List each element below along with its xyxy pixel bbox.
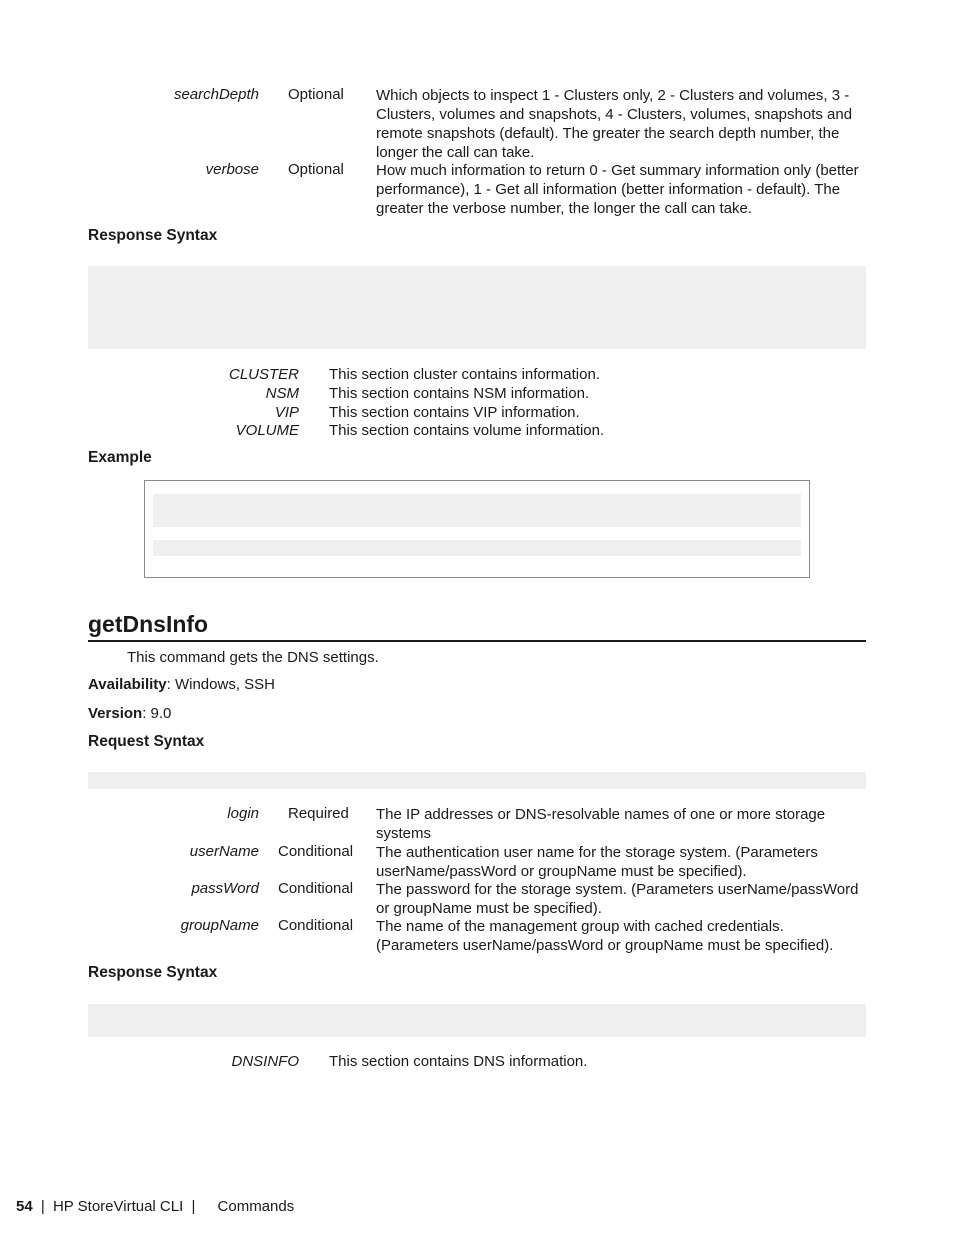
param-desc-login: The IP addresses or DNS-resolvable names of one or more storage systems — [376, 806, 826, 842]
param-name-searchdepth: searchDepth — [173, 86, 259, 103]
param-name-login: login — [227, 805, 259, 822]
param-req-verbose: Optional — [288, 161, 344, 178]
section-desc-dnsinfo: This section contains DNS information. — [329, 1053, 588, 1070]
response-syntax-heading: Response Syntax — [88, 227, 218, 244]
section-name-nsm: NSM — [265, 385, 299, 402]
param-name-groupname: groupName — [180, 917, 259, 934]
param-desc-password: The password for the storage system. (Parameters userName/passWord or groupName must be specified). — [376, 881, 859, 917]
page-number: 54 — [16, 1198, 33, 1215]
response-syntax-codebox-2 — [88, 1004, 866, 1037]
example-box — [144, 480, 810, 578]
section-name-cluster: CLUSTER — [228, 366, 299, 383]
param-name-password: passWord — [191, 880, 259, 897]
param-req-groupname: Conditional — [278, 917, 354, 934]
footer-separator: | — [191, 1198, 196, 1215]
section-desc-cluster: This section cluster contains information. — [329, 366, 600, 383]
footer-separator: | — [40, 1198, 45, 1215]
section-desc-nsm: This section contains NSM information. — [329, 385, 590, 402]
command-title-rule — [88, 640, 866, 642]
availability-label: Availability — [88, 676, 167, 693]
param-req-searchdepth: Optional — [288, 86, 344, 103]
request-syntax-heading: Request Syntax — [88, 733, 205, 750]
response-syntax-codebox — [88, 266, 866, 349]
param-req-username: Conditional — [278, 843, 354, 860]
param-req-login: Required — [288, 805, 349, 822]
section-name-dnsinfo: DNSINFO — [231, 1053, 299, 1070]
page-footer — [16, 1198, 294, 1215]
param-desc-groupname: The name of the management group with cached credentials. (Parameters userName/passWord or groupName must be specified). — [376, 918, 834, 954]
param-desc-searchdepth: Which objects to inspect 1 - Clusters only, 2 - Clusters and volumes, 3 - Clusters, volumes and snapshots, 4 - Clusters, volumes, snapshots and remote snapshots (default). The greater the search depth number, the longer the call can take. — [376, 87, 853, 161]
section-name-volume: VOLUME — [235, 422, 299, 439]
example-heading: Example — [88, 449, 152, 466]
footer-chapter: Commands — [217, 1198, 295, 1215]
command-title: getDnsInfo — [88, 611, 209, 637]
command-description: This command gets the DNS settings. — [127, 649, 379, 666]
version-line — [88, 705, 171, 722]
footer-doc-title: HP StoreVirtual CLI — [52, 1198, 184, 1215]
availability-value: : Windows, SSH — [166, 676, 276, 693]
example-code-line-2 — [153, 540, 801, 556]
version-value: : 9.0 — [142, 705, 172, 722]
availability-line — [88, 676, 275, 693]
section-desc-vip: This section contains VIP information. — [329, 404, 580, 421]
param-req-password: Conditional — [278, 880, 354, 897]
request-syntax-codebox — [88, 772, 866, 789]
param-name-verbose: verbose — [205, 161, 259, 178]
section-name-vip: VIP — [274, 404, 299, 421]
param-desc-username: The authentication user name for the storage system. (Parameters userName/passWord or groupName must be specified). — [376, 844, 818, 880]
version-label: Version — [88, 705, 143, 722]
example-code-line-1 — [153, 494, 801, 527]
section-desc-volume: This section contains volume information. — [329, 422, 605, 439]
response-syntax-heading-2: Response Syntax — [88, 964, 218, 981]
param-name-username: userName — [189, 843, 259, 860]
param-desc-verbose: How much information to return 0 - Get summary information only (better performance), 1 - Get all information (better information - default). The greater the verbose number, the longer the call can take. — [376, 162, 859, 217]
